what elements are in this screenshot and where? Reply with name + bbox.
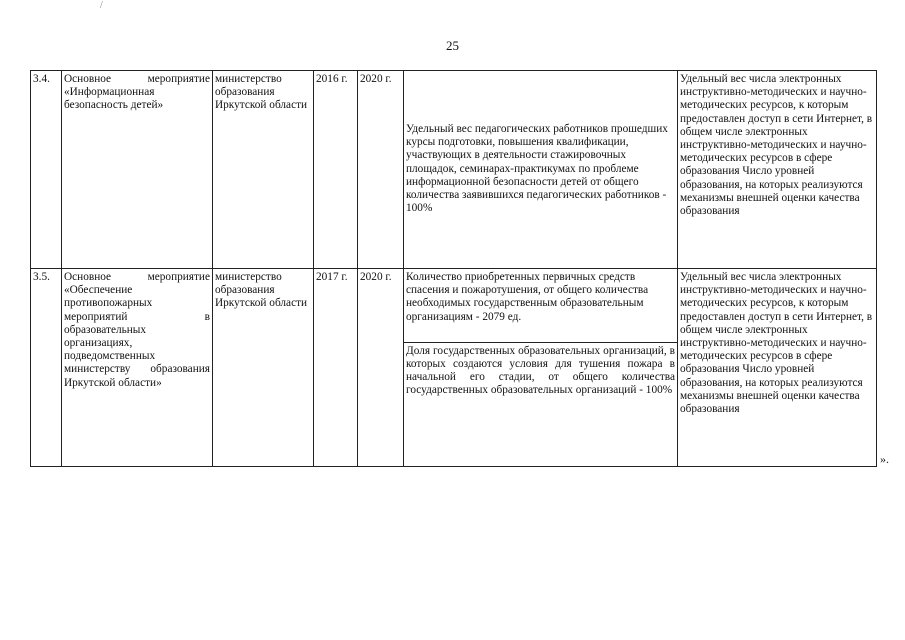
end-year: 2020 г. bbox=[358, 71, 404, 269]
corner-mark: / bbox=[100, 0, 103, 11]
activity-name: Основное мероприятие «Обеспечение противопожарных мероприятий в образовательных организациях, подведомственных министерству образования Иркутской области» bbox=[62, 269, 213, 467]
responsible-ministry: министерство образования Иркутской области bbox=[213, 269, 314, 467]
table-row bbox=[31, 71, 877, 269]
table-row bbox=[31, 269, 877, 467]
row-number: 3.4. bbox=[31, 71, 62, 269]
end-year: 2020 г. bbox=[358, 269, 404, 467]
program-table bbox=[30, 70, 877, 467]
indicator-text: Доля государственных образовательных организаций, в которых создаются условия для тушения пожара в начальной его стадии, от общего количества государственных образовательных организаций - 100% bbox=[404, 342, 677, 398]
page-number: 25 bbox=[446, 38, 459, 53]
results-cell: Удельный вес числа электронных инструктивно-методических и научно-методических ресурсов, к которым предоставлен доступ в сети Интернет, в общем числе электронных инструктивно-методических и научно-методических ресурсов в сфере образования Число уровней образования, на которых реализуются механизмы внешней оценки качества образования bbox=[678, 71, 877, 269]
closing-quote: ». bbox=[880, 452, 889, 466]
indicator-text: Количество приобретенных первичных средств спасения и пожаротушения, от общего количества необходимых государственным образовательным организациям - 2079 ед. bbox=[406, 271, 649, 323]
start-year: 2016 г. bbox=[314, 71, 358, 269]
start-year: 2017 г. bbox=[314, 269, 358, 467]
indicators-cell bbox=[404, 269, 678, 467]
responsible-ministry: министерство образования Иркутской области bbox=[213, 71, 314, 269]
indicators-cell bbox=[404, 71, 678, 269]
row-number: 3.5. bbox=[31, 269, 62, 467]
indicator-text: Удельный вес педагогических работников прошедших курсы подготовки, повышения квалификации, участвующих в деятельности стажировочных площадок, семинарах-практикумах по проблеме информационной безопасности детей от общего количества заявившихся педагогических работников - 100% bbox=[406, 123, 668, 215]
activity-name: Основное мероприятие «Информационная безопасность детей» bbox=[62, 71, 213, 269]
results-cell: Удельный вес числа электронных инструктивно-методических и научно-методических ресурсов, к которым предоставлен доступ в сети Интернет, в общем числе электронных инструктивно-методических и научно-методических ресурсов в сфере образования Число уровней образования, на которых реализуются механизмы внешней оценки качества образования bbox=[678, 269, 877, 467]
